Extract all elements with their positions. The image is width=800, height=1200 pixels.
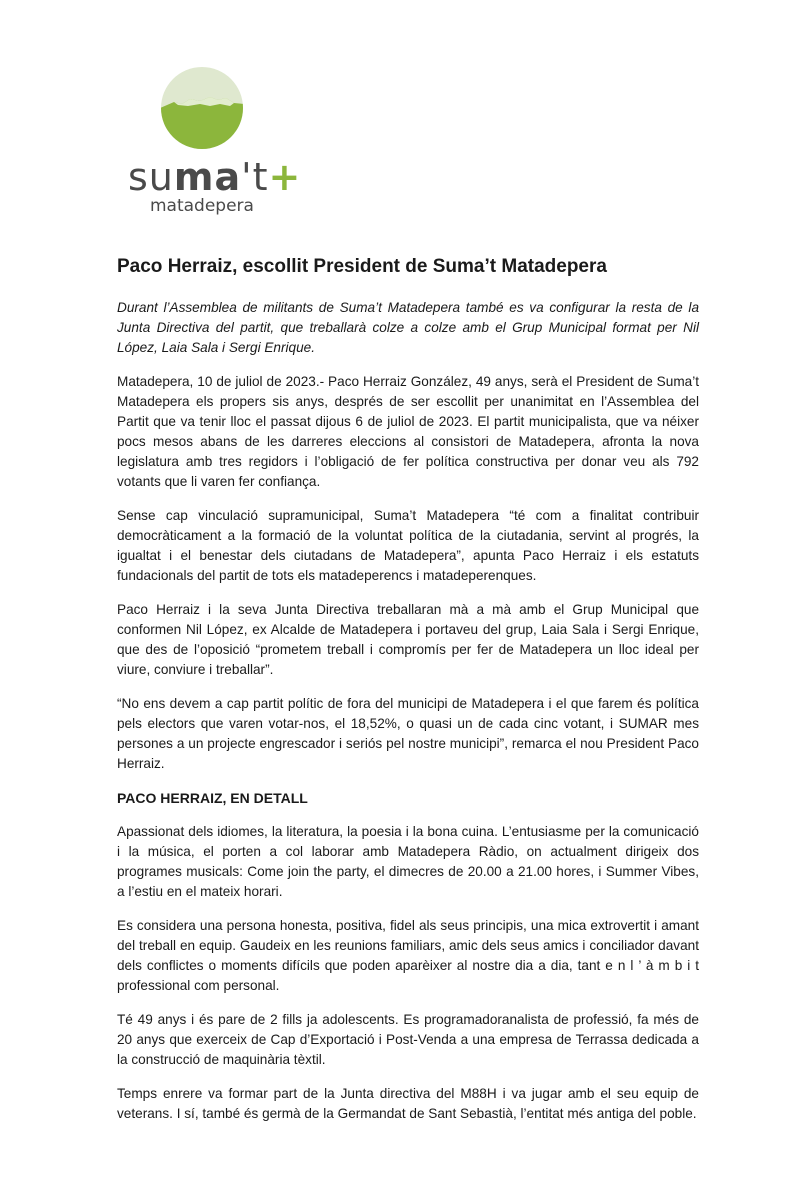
brand-wordmark: suma't+ xyxy=(128,155,302,199)
detail-paragraph: Té 49 anys i és pare de 2 fills ja adolescents. Es programadoranalista de professió, fa més de 20 anys que exerceix de Cap d’Exportació i Post-Venda a una empresa de Terrassa dedicada a la construcció de maquinària tèxtil. xyxy=(117,1012,699,1067)
article-title: Paco Herraiz, escollit President de Suma’t Matadepera xyxy=(117,256,607,277)
article xyxy=(117,254,699,1138)
detail-paragraph: Temps enrere va formar part de la Junta directiva del M88H i va jugar amb el seu equip de veterans. I sí, també és germà de la Germandat de Sant Sebastià, l’entitat més antiga del poble. xyxy=(117,1086,699,1121)
article-paragraph: Sense cap vinculació supramunicipal, Suma’t Matadepera “té com a finalitat contribuir democràticament a la formació de la voluntat política de la ciutadania, servint al progrés, la igualtat i el benestar dels ciutadans de Matadepera”, apunta Paco Herraiz i els estatuts fundacionals del partit de tots els matadeperencs i matadeperenques. xyxy=(117,508,699,583)
section-heading: PACO HERRAIZ, EN DETALL xyxy=(117,790,308,806)
detail-paragraph: Es considera una persona honesta, positiva, fidel als seus principis, una mica extrovertit i amant del treball en equip. Gaudeix en les reunions familiars, amic dels seus amics i conciliador davant dels conflictes o moments difícils que poden aparèixer al nostre dia a dia, tant e n l ’ à m b i t professional com personal. xyxy=(117,918,699,993)
article-paragraph: “No ens devem a cap partit polític de fora del municipi de Matadepera i el que farem és política pels electors que varen votar-nos, el 18,52%, o quasi un de cada cinc votant, i SUMAR mes persones a un projecte engrescador i seriós pel nostre municipi”, remarca el nou President Paco Herraiz. xyxy=(117,696,699,771)
brand-subtitle: matadepera xyxy=(150,196,254,216)
article-paragraph: Matadepera, 10 de juliol de 2023.- Paco Herraiz González, 49 anys, serà el President de Suma’t Matadepera els propers sis anys, després de ser escollit per unanimitat en l’Assemblea del Partit que va tenir lloc el passat dijous 6 de juliol de 2023. El partit municipalista, que va néixer pocs mesos abans de les darreres eleccions al consistori de Matadepera, afronta la nova legislatura amb tres regidors i l’obligació de fer política constructiva per donar veu als 792 votants que li varen fer confiança. xyxy=(117,374,699,489)
article-lead: Durant l’Assemblea de militants de Suma’t Matadepera també es va configurar la resta de la Junta Directiva del partit, que treballarà colze a colze amb el Grup Municipal format per Nil López, Laia Sala i Sergi Enrique. xyxy=(117,300,699,355)
logo xyxy=(118,54,302,219)
mountain-logo-icon xyxy=(160,66,244,150)
detail-paragraph: Apassionat dels idiomes, la literatura, la poesia i la bona cuina. L’entusiasme per la comunicació i la música, el porten a col laborar amb Matadepera Ràdio, on actualment dirigeix dos programes musicals: Come join the party, el dimecres de 20.00 a 21.00 hores, i Summer Vibes, a l’estiu en el mateix horari. xyxy=(117,824,699,899)
article-paragraph: Paco Herraiz i la seva Junta Directiva treballaran mà a mà amb el Grup Municipal que conformen Nil López, ex Alcalde de Matadepera i portaveu del grup, Laia Sala i Sergi Enrique, que des de l’oposició “prometem treball i compromís per fer de Matadepera un lloc ideal per viure, conviure i treballar”. xyxy=(117,602,699,677)
